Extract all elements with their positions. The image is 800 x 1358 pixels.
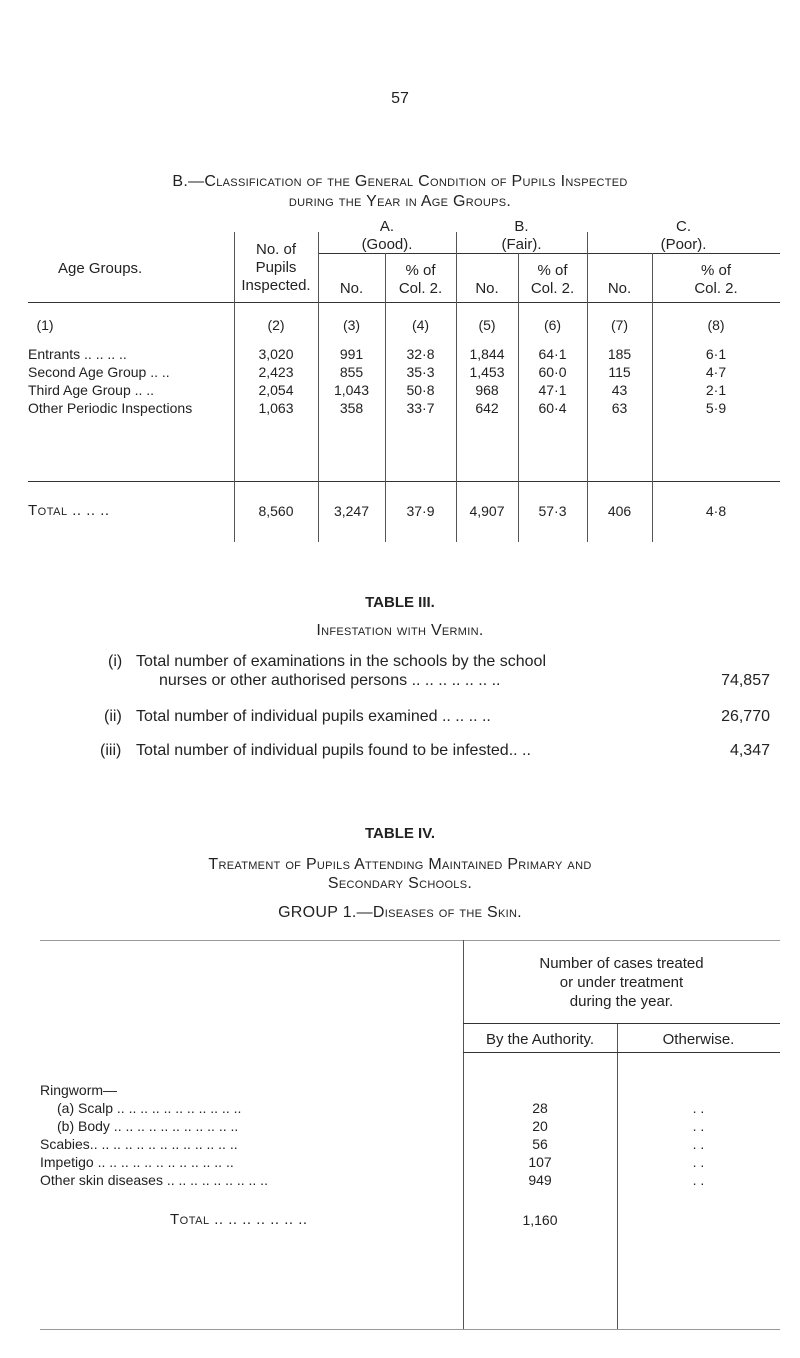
cell-authority: 56 (532, 1136, 548, 1152)
cell-b-pct: 64·1 (538, 346, 567, 362)
col-number: (6) (543, 317, 562, 333)
table-b-total-rule (28, 481, 780, 482)
group-heading: GROUP 1.—Diseases of the Skin. (278, 904, 522, 921)
table-b-title: B.—Classification of the General Condition of Pupils Inspected (172, 173, 628, 190)
total-pupils: 8,560 (258, 503, 294, 519)
row-label: Ringworm— (40, 1082, 118, 1098)
item-value: 4,347 (729, 742, 770, 759)
cell-a-no: 991 (339, 346, 364, 362)
cell-authority: 28 (532, 1100, 548, 1116)
cell-c-pct: 6·1 (705, 346, 727, 362)
cell-b-pct: 47·1 (538, 382, 567, 398)
table-iv-subheading-2: Secondary Schools. (327, 875, 473, 892)
cell-otherwise: . . (692, 1154, 705, 1170)
cell-c-no: 63 (611, 400, 628, 416)
item-text: Total number of examinations in the schools by the school (136, 653, 547, 670)
col-number: (3) (342, 317, 361, 333)
total-c-no: 406 (607, 503, 632, 519)
cell-a-no: 1,043 (333, 382, 370, 398)
row-label: Third Age Group .. .. (28, 382, 155, 398)
table-iv-header-rule (463, 1052, 780, 1053)
cell-c-no: 185 (607, 346, 632, 362)
cell-b-no: 1,453 (469, 364, 505, 380)
cell-b-no: 642 (475, 400, 499, 416)
col-number: (4) (411, 317, 430, 333)
cell-a-pct: 33·7 (406, 400, 435, 416)
cell-pupils: 1,063 (258, 400, 294, 416)
row-label: (a) Scalp .. .. .. .. .. .. .. .. .. .. .. (57, 1100, 242, 1116)
table-iii-subheading: Infestation with Vermin. (316, 622, 484, 639)
header-otherwise: Otherwise. (662, 1031, 735, 1048)
cell-pupils: 2,423 (258, 364, 294, 380)
total-c-pct: 4·8 (705, 503, 727, 519)
item-text: nurses or other authorised persons .. .. .. .. .. .. .. (159, 672, 501, 689)
cell-c-pct: 4·7 (705, 364, 727, 380)
item-text: Total number of individual pupils examined .. .. .. .. (136, 708, 491, 725)
header-number-of-cases: Number of cases treated or under treatment during the year. (539, 955, 704, 1010)
cell-otherwise: . . (692, 1118, 705, 1134)
item-text: Total number of individual pupils found to be infested.. .. (136, 742, 531, 759)
cell-a-no: 358 (339, 400, 364, 416)
col-number: (8) (707, 317, 725, 333)
total-a-pct: 37·9 (406, 503, 435, 519)
cell-authority: 20 (532, 1118, 548, 1134)
total-label: Total .. .. .. (28, 502, 110, 519)
cell-c-no: 43 (611, 382, 628, 398)
col-number: (1) (36, 317, 54, 333)
cell-otherwise: . . (692, 1100, 705, 1116)
item-number: (iii) (100, 742, 122, 759)
cell-authority: 949 (528, 1172, 552, 1188)
cell-b-no: 1,844 (469, 346, 505, 362)
header-a-good: A. (Good). (361, 218, 413, 253)
table-iv-heading: TABLE IV. (364, 825, 435, 842)
subheader-pct: % of Col. 2. (398, 262, 443, 297)
table-iv-top-rule (40, 940, 780, 941)
subheader-no: No. (475, 280, 499, 297)
row-label: Impetigo .. .. .. .. .. .. .. .. .. .. .. .. (40, 1154, 234, 1170)
cell-c-pct: 5·9 (705, 400, 727, 416)
row-label: Entrants .. .. .. .. (28, 346, 127, 362)
subheader-no: No. (339, 280, 364, 297)
header-by-authority: By the Authority. (485, 1031, 595, 1048)
table-iv-subheader-rule (463, 1023, 780, 1024)
cell-a-pct: 35·3 (406, 364, 435, 380)
cell-a-no: 855 (339, 364, 364, 380)
table-b-header-rule (28, 302, 780, 303)
total-authority: 1,160 (522, 1212, 558, 1228)
table-iv-subheading: Treatment of Pupils Attending Maintained Primary and (208, 856, 592, 873)
cell-pupils: 3,020 (258, 346, 294, 362)
cell-pupils: 2,054 (258, 382, 294, 398)
table-iii-heading: TABLE III. (365, 594, 435, 611)
item-value: 26,770 (721, 708, 770, 725)
row-label: Other Periodic Inspections (28, 400, 193, 416)
row-label: Scabies.. .. .. .. .. .. .. .. .. .. .. .. .. (40, 1136, 238, 1152)
total-a-no: 3,247 (333, 503, 370, 519)
cell-b-pct: 60·0 (538, 364, 567, 380)
cell-b-no: 968 (475, 382, 499, 398)
header-b-fair: B. (Fair). (501, 218, 542, 253)
cell-otherwise: . . (692, 1172, 705, 1188)
total-b-no: 4,907 (469, 503, 505, 519)
header-c-poor: C. (Poor). (660, 218, 707, 253)
cell-a-pct: 32·8 (406, 346, 435, 362)
col-number: (5) (478, 317, 496, 333)
cell-authority: 107 (528, 1154, 552, 1170)
item-value: 74,857 (721, 672, 770, 689)
subheader-pct: % of Col. 2. (694, 262, 738, 297)
table-b-subtitle: during the Year in Age Groups. (288, 193, 512, 210)
subheader-no: No. (607, 280, 632, 297)
item-number: (ii) (104, 708, 122, 725)
table-iv-bottom-rule (40, 1329, 780, 1330)
page-number: 57 (391, 90, 409, 107)
col-number: (2) (267, 317, 285, 333)
cell-b-pct: 60·4 (538, 400, 567, 416)
item-number: (i) (108, 653, 123, 670)
col-number: (7) (610, 317, 629, 333)
header-pupils-inspected: No. of Pupils Inspected. (241, 241, 311, 294)
total-b-pct: 57·3 (538, 503, 567, 519)
header-age-groups: Age Groups. (58, 260, 143, 277)
cell-a-pct: 50·8 (406, 382, 435, 398)
total-label: Total .. .. .. .. .. .. .. (170, 1211, 308, 1228)
row-label: Other skin diseases .. .. .. .. .. .. .. .. .. (40, 1172, 268, 1188)
cell-c-pct: 2·1 (705, 382, 727, 398)
cell-otherwise: . . (692, 1136, 705, 1152)
row-label: (b) Body .. .. .. .. .. .. .. .. .. .. .. (57, 1118, 239, 1134)
row-label: Second Age Group .. .. (28, 364, 170, 380)
subheader-pct: % of Col. 2. (530, 262, 575, 297)
cell-c-no: 115 (608, 364, 631, 380)
